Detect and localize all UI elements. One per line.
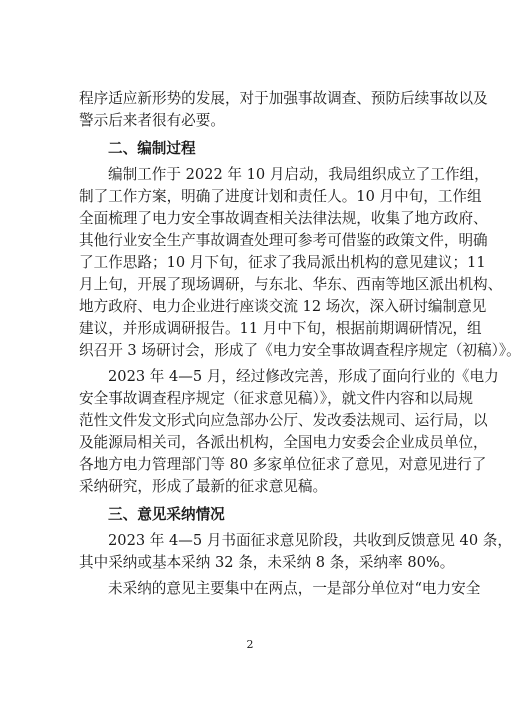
paragraph-line: 其他行业安全生产事故调查处理可参考可借鉴的政策文件，明确: [79, 232, 488, 249]
page-number: 2: [246, 638, 254, 651]
section-heading-adoption: 三、意见采纳情况: [108, 506, 225, 523]
document-body: [79, 88, 521, 600]
paragraph-line: 范性文件发文形式向应急部办公厅、发改委法规司、运行局，以: [79, 412, 488, 429]
paragraph-line: 编制工作于 2022 年 10 月启动，我局组织成立了工作组，: [108, 166, 489, 183]
paragraph-line: 了工作思路；10 月下旬，征求了我局派出机构的意见建议；11: [79, 254, 486, 271]
paragraph-line: 2023 年 4—5 月，经过修改完善，形成了面向行业的《电力: [108, 368, 499, 385]
paragraph-line: 全面梳理了电力安全事故调查相关法律法规，收集了地方政府、: [79, 210, 488, 227]
paragraph-line: 月上旬，开展了现场调研，与东北、华东、西南等地区派出机构、: [79, 276, 503, 293]
paragraph-line: 及能源局相关司，各派出机构，全国电力安委会企业成员单位，: [79, 434, 488, 451]
paragraph-line: 2023 年 4—5 月书面征求意见阶段，共收到反馈意见 40 条，: [108, 532, 512, 549]
paragraph-line: 其中采纳或基本采纳 32 条，未采纳 8 条，采纳率 80%。: [79, 554, 455, 571]
paragraph-line: 制了工作方案，明确了进度计划和责任人。10 月中旬，工作组: [79, 188, 482, 205]
section-heading-compilation: 二、编制过程: [108, 140, 196, 157]
paragraph-line: 安全事故调查程序规定（征求意见稿）》，就文件内容和以局规: [79, 390, 474, 407]
paragraph-line: 未采纳的意见主要集中在两点，一是部分单位对“电力安全: [108, 580, 481, 597]
paragraph-line: 地方政府、电力企业进行座谈交流 12 场次，深入研讨编制意见: [79, 298, 487, 315]
paragraph-line: 建议，并形成调研报告。11 月中下旬，根据前期调研情况，组: [79, 320, 482, 337]
intro-line: 程序适应新形势的发展，对于加强事故调查、预防后续事故以及: [79, 90, 488, 107]
paragraph-line: 采纳研究，形成了最新的征求意见稿。: [79, 478, 328, 495]
paragraph-line: 各地方电力管理部门等 80 多家单位征求了意见，对意见进行了: [79, 456, 487, 473]
intro-line: 警示后来者很有必要。: [79, 112, 225, 129]
paragraph-line: 织召开 3 场研讨会，形成了《电力安全事故调查程序规定（初稿）》。: [79, 342, 521, 359]
